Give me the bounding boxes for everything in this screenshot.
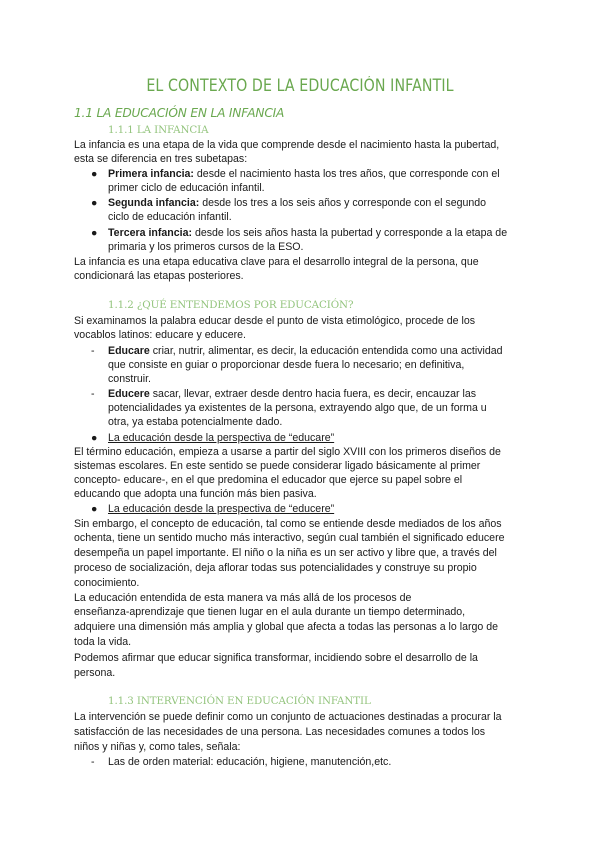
paragraph-line: La intervención se puede definir como un conjunto de actuaciones destinadas a procurar la (74, 711, 502, 723)
list-item (108, 387, 476, 401)
paragraph-line: persona. (74, 667, 116, 679)
list-item-continuation: otra, ya estaba potencialmente dado. (108, 416, 283, 428)
list-item-text: desde el nacimiento hasta los tres años, que corresponde con el (193, 168, 500, 180)
list-item-term: Primera infancia: (108, 168, 194, 180)
paragraph-line: El término educación, empieza a usarse a partir del siglo XVIII con los primeros diseños de (74, 446, 501, 458)
bullet-icon: ● (91, 168, 98, 180)
dash-marker: - (91, 756, 95, 768)
subsection-heading-educacion: 1.1.2 ¿QUÉ ENTENDEMOS POR EDUCACIÓN? (108, 299, 354, 311)
paragraph-line: sistemas escolares. En este sentido se puede considerar ligado básicamente al primer (74, 460, 481, 472)
list-item (108, 226, 507, 240)
list-item: Las de orden material: educación, higiene, manutención,etc. (108, 756, 392, 768)
paragraph-line: Sin embargo, el concepto de educación, tal como se entiende desde mediados de los años (74, 518, 502, 530)
paragraph-line: concepto- educare-, en el que predomina el educador que ejerce su papel sobre el (74, 474, 463, 486)
paragraph-line: proceso de socialización, deja aflorar todas sus potencialidades y construye su propio (74, 562, 477, 574)
paragraph-line: La infancia es una etapa educativa clave para el desarrollo integral de la persona, que (74, 256, 479, 268)
paragraph-line: desempeña un papel importante. El niño o la niña es un ser activo y libre que, a través del (74, 547, 497, 559)
paragraph-line: La educación entendida de esta manera va más allá de los procesos de (74, 592, 412, 604)
bullet-icon: ● (91, 432, 98, 444)
underlined-subheading-educare: La educación desde la perspectiva de “educare” (108, 432, 335, 444)
paragraph-line: educando que adopta una función más bien pasiva. (74, 488, 317, 500)
paragraph-line: Podemos afirmar que educar significa transformar, incidiendo sobre el desarrollo de la (74, 652, 478, 664)
list-item (108, 167, 500, 181)
list-item-continuation: primaria y los primeros cursos de la ESO. (108, 241, 304, 253)
bullet-icon: ● (91, 197, 98, 209)
dash-marker: - (91, 388, 95, 400)
paragraph-line: La infancia es una etapa de la vida que comprende desde el nacimiento hasta la pubertad, (74, 139, 500, 151)
list-item-term: Educere (108, 388, 150, 400)
list-item-continuation: que consiste en guiar o proporcionar desde fuera lo necesario; en definitiva, (108, 359, 465, 371)
subsection-heading-intervencion: 1.1.3 INTERVENCIÓN EN EDUCACIÓN INFANTIL (108, 695, 371, 707)
page-title: EL CONTEXTO DE LA EDUCACIÓN INFANTIL (146, 76, 454, 95)
underlined-subheading-educere: La educación desde la prespectiva de “educere” (108, 503, 335, 515)
list-item-text: desde los tres a los seis años y corresponde con el segundo (199, 197, 487, 209)
paragraph-line: esta se diferencia en tres subetapas: (74, 153, 248, 165)
list-item-term: Educare (108, 345, 150, 357)
list-item-continuation: ciclo de educación infantil. (108, 211, 232, 223)
dash-marker: - (91, 345, 95, 357)
bullet-icon: ● (91, 227, 98, 239)
paragraph-line: adquiere una dimensión más amplia y global que afecta a todas las personas a lo largo de (74, 621, 499, 633)
list-item-text: sacar, llevar, extraer desde dentro hacia fuera, es decir, encauzar las (149, 388, 477, 400)
paragraph-line: enseñanza-aprendizaje que tienen lugar en el aula durante un tiempo determinado, (74, 606, 466, 618)
paragraph-line: conocimiento. (74, 577, 140, 589)
list-item (108, 196, 486, 210)
list-item-continuation: construir. (108, 373, 151, 385)
list-item-term: Segunda infancia: (108, 197, 200, 209)
list-item-continuation: potencialidades ya existentes de la persona, extrayendo algo que, de un forma u (108, 402, 487, 414)
list-item-text: criar, nutrir, alimentar, es decir, la educación entendida como una actividad (149, 345, 503, 357)
list-item (108, 344, 503, 358)
list-item-continuation: primer ciclo de educación infantil. (108, 182, 265, 194)
list-item-term: Tercera infancia: (108, 227, 192, 239)
paragraph-line: vocablos latinos: educare y educere. (74, 329, 246, 341)
paragraph-line: condicionará las etapas posteriores. (74, 270, 244, 282)
bullet-icon: ● (91, 503, 98, 515)
paragraph-line: Si examinamos la palabra educar desde el punto de vista etimológico, procede de los (74, 315, 476, 327)
paragraph-line: toda la vida. (74, 636, 132, 648)
paragraph-line: satisfacción de las necesidades de una persona. Las necesidades comunes a todos los (74, 726, 486, 738)
list-item-text: desde los seis años hasta la pubertad y corresponde a la etapa de (192, 227, 508, 239)
paragraph-line: niños y niñas y, como tales, señala: (74, 741, 241, 753)
section-heading: 1.1 LA EDUCACIÓN EN LA INFANCIA (74, 106, 285, 120)
subsection-heading-infancia: 1.1.1 LA INFANCIA (108, 124, 209, 136)
paragraph-line: ochenta, tiene un sentido mucho más interactivo, según cual también el significado educere (74, 532, 505, 544)
